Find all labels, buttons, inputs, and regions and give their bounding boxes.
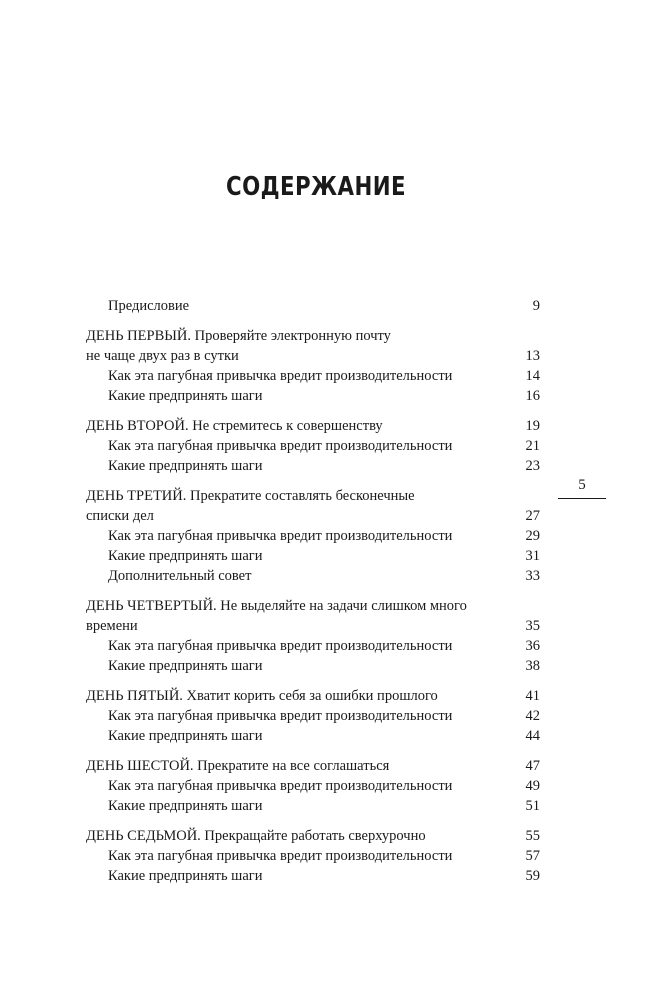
toc-entry-page: 49 [525, 778, 540, 794]
toc-chapter-7 [86, 826, 540, 886]
toc-entry-label: Как эта пагубная привычка вредит производительности [108, 778, 453, 794]
chapter-title-row [86, 616, 540, 636]
toc-entry [86, 566, 540, 586]
toc-entry [86, 456, 540, 476]
toc-entry-label: Как эта пагубная привычка вредит производительности [108, 638, 453, 654]
toc-entry [86, 436, 540, 456]
toc-entry [86, 546, 540, 566]
toc-entry-page: 29 [525, 528, 540, 544]
toc-entry [86, 846, 540, 866]
toc-chapter-4 [86, 596, 540, 676]
toc-entry-page: 33 [525, 568, 540, 584]
toc-entry-label: Как эта пагубная привычка вредит производительности [108, 708, 453, 724]
toc-entry-page: 59 [525, 868, 540, 884]
toc-entry-page: 36 [525, 638, 540, 654]
toc-entry-page: 51 [525, 798, 540, 814]
toc-entry-page: 57 [525, 848, 540, 864]
chapter-title: ДЕНЬ ТРЕТИЙ. Прекратите составлять бесконечные [86, 488, 415, 504]
toc-entry-page: 14 [525, 368, 540, 384]
toc-entry-label: Дополнительный совет [108, 568, 252, 584]
toc-entry [86, 386, 540, 406]
chapter-title-row [86, 686, 540, 706]
chapter-page: 27 [525, 508, 540, 524]
toc-chapter-2 [86, 416, 540, 476]
table-of-contents [86, 296, 540, 896]
toc-entry [86, 706, 540, 726]
toc-entry-page: 42 [525, 708, 540, 724]
toc-chapter-1 [86, 326, 540, 406]
toc-entry [86, 366, 540, 386]
chapter-title: ДЕНЬ ПЯТЫЙ. Хватит корить себя за ошибки прошлого [86, 688, 438, 704]
toc-entry-label: Какие предпринять шаги [108, 388, 263, 404]
chapter-title-cont: списки дел [86, 508, 154, 524]
chapter-title-cont: не чаще двух раз в сутки [86, 348, 239, 364]
toc-entry [86, 726, 540, 746]
toc-entry-page: 31 [525, 548, 540, 564]
toc-entry-page: 44 [525, 728, 540, 744]
chapter-title-row [86, 826, 540, 846]
toc-entry-page: 23 [525, 458, 540, 474]
toc-entry-label: Какие предпринять шаги [108, 458, 263, 474]
chapter-title-row [86, 756, 540, 776]
toc-entry [86, 776, 540, 796]
toc-entry-page: 9 [532, 298, 540, 314]
chapter-title-row [86, 416, 540, 436]
chapter-title: ДЕНЬ СЕДЬМОЙ. Прекращайте работать сверхурочно [86, 828, 426, 844]
toc-entry [86, 656, 540, 676]
toc-entry-page: 38 [525, 658, 540, 674]
toc-entry-label: Какие предпринять шаги [108, 868, 263, 884]
chapter-page: 41 [525, 688, 540, 704]
chapter-page: 35 [525, 618, 540, 634]
toc-entry-page: 21 [525, 438, 540, 454]
chapter-title-cont: времени [86, 618, 138, 634]
toc-entry-label: Как эта пагубная привычка вредит производительности [108, 368, 453, 384]
chapter-title-row [86, 346, 540, 366]
toc-entry-label: Какие предпринять шаги [108, 798, 263, 814]
chapter-page: 19 [525, 418, 540, 434]
page-number: 5 [578, 477, 586, 493]
page-number-rule [558, 498, 606, 499]
toc-entry-label: Как эта пагубная привычка вредит производительности [108, 848, 453, 864]
chapter-title: ДЕНЬ ВТОРОЙ. Не стремитесь к совершенству [86, 418, 383, 434]
toc-chapter-6 [86, 756, 540, 816]
toc-entry-label: Какие предпринять шаги [108, 548, 263, 564]
toc-entry [86, 796, 540, 816]
toc-entry [86, 296, 540, 316]
toc-entry [86, 866, 540, 886]
toc-chapter-3 [86, 486, 540, 586]
chapter-title: ДЕНЬ ПЕРВЫЙ. Проверяйте электронную почту [86, 328, 391, 344]
chapter-page: 47 [525, 758, 540, 774]
chapter-page: 13 [525, 348, 540, 364]
toc-entry-label: Как эта пагубная привычка вредит производительности [108, 528, 453, 544]
toc-entry-label: Какие предпринять шаги [108, 658, 263, 674]
chapter-page: 55 [525, 828, 540, 844]
toc-entry [86, 526, 540, 546]
toc-entry [86, 636, 540, 656]
chapter-title: ДЕНЬ ЧЕТВЕРТЫЙ. Не выделяйте на задачи слишком много [86, 598, 467, 614]
toc-chapter-5 [86, 686, 540, 746]
toc-entry-label: Предисловие [108, 298, 190, 314]
chapter-title-row [86, 506, 540, 526]
toc-entry-label: Как эта пагубная привычка вредит производительности [108, 438, 453, 454]
toc-entry-label: Какие предпринять шаги [108, 728, 263, 744]
toc-preface [86, 296, 540, 316]
page-title: СОДЕРЖАНИЕ [226, 172, 406, 202]
chapter-title: ДЕНЬ ШЕСТОЙ. Прекратите на все соглашаться [86, 758, 390, 774]
toc-entry-page: 16 [525, 388, 540, 404]
